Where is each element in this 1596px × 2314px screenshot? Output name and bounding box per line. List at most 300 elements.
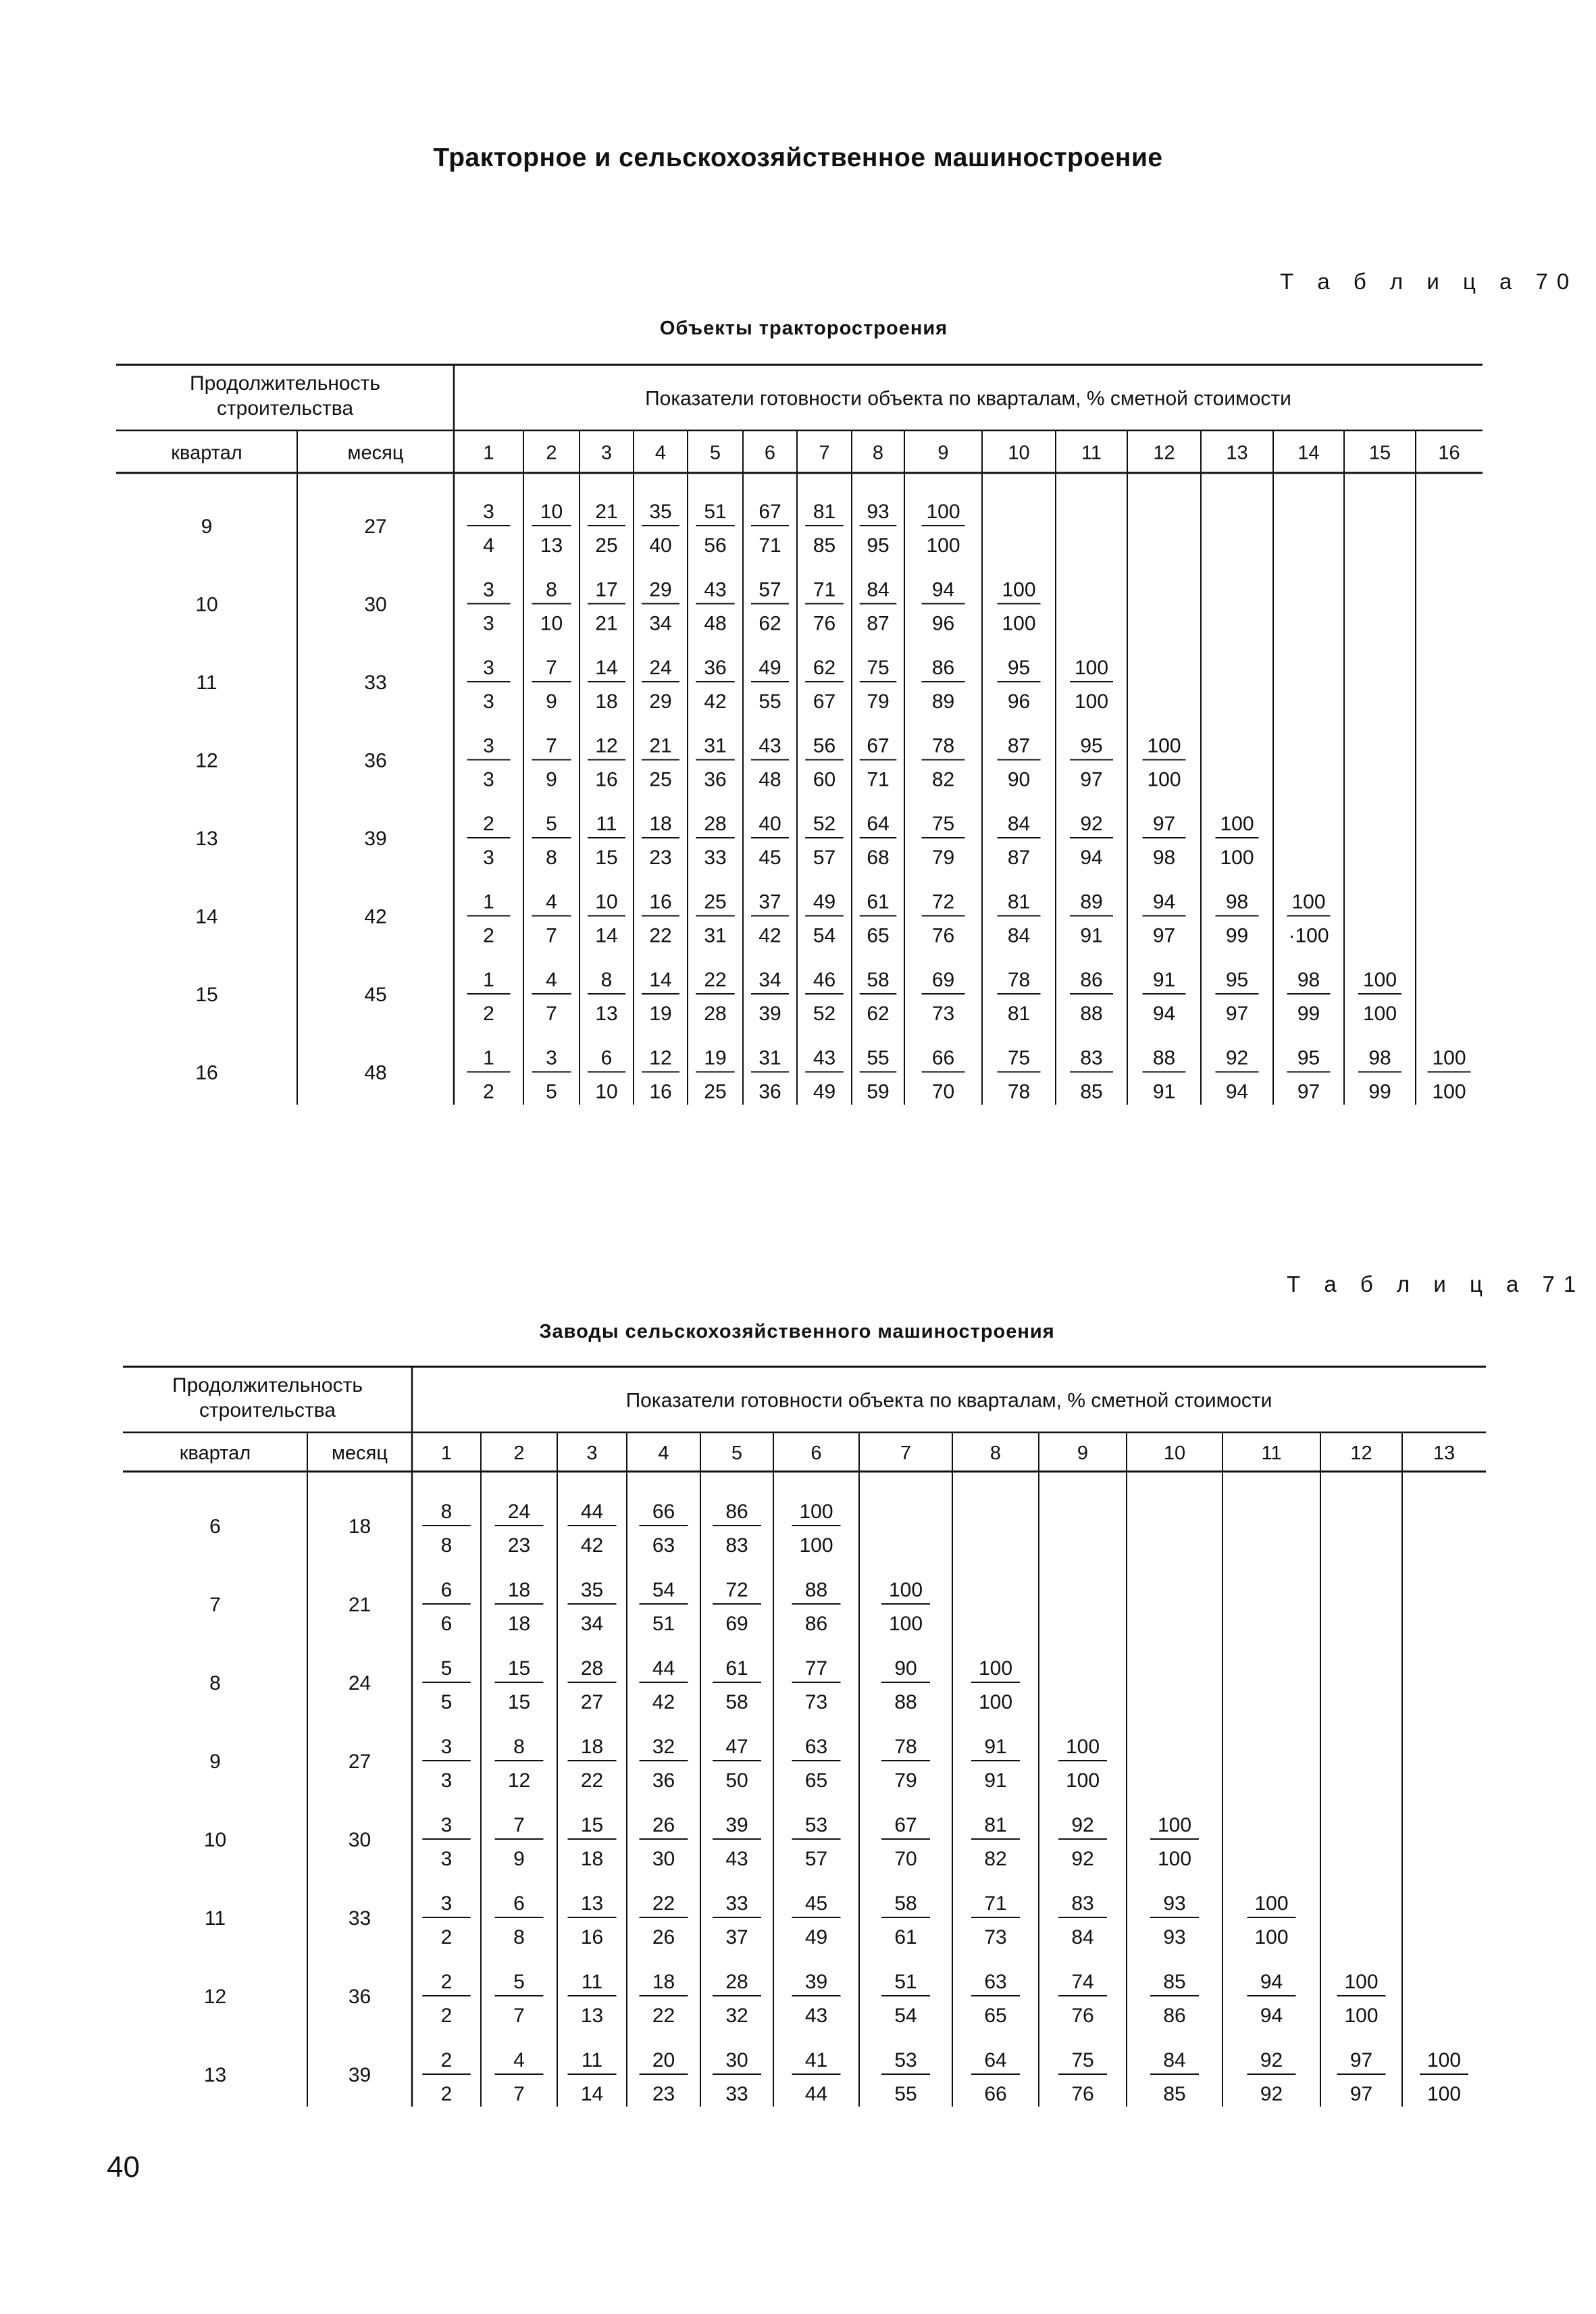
row-q11-col10-denominator: 96 [1007,690,1031,713]
row-q15-col10-denominator: 81 [1007,1003,1031,1025]
row-q16-col13-numerator: 92 [1225,1047,1249,1070]
row-q13-col10-numerator: 84 [1163,2049,1186,2071]
row-q10-col3-denominator: 18 [580,1848,604,1870]
row-q16-col7-denominator: 49 [813,1080,836,1103]
quarter-header: квартал [171,442,242,464]
row-q8-col1-denominator: 5 [440,1691,453,1713]
row-q14-col12-numerator: 94 [1152,890,1176,913]
row-q13-col9-denominator: 79 [931,847,955,869]
row-q15-col3-numerator: 8 [600,969,613,991]
month-header: месяц [332,1442,388,1464]
row-q13-col8-numerator: 64 [867,813,890,835]
row-q9-col2-denominator: 13 [540,534,563,557]
row-q15-col14-numerator: 98 [1297,969,1320,991]
row-q11-col5-denominator: 42 [704,690,727,713]
row-q14-col10-numerator: 81 [1007,890,1031,913]
row-q13-col12-denominator: 98 [1152,847,1176,869]
row-q13-col6-denominator: 44 [804,2083,828,2105]
row-q12-col12-numerator: 100 [1344,1971,1379,1993]
row-q15-col15-denominator: 100 [1362,1003,1397,1025]
column-header-7: 7 [900,1442,912,1464]
row-q13-col4-denominator: 23 [652,2083,675,2105]
row-q6-col3-numerator: 44 [580,1501,604,1523]
row-q14-col11-numerator: 89 [1080,890,1103,913]
row-q15-col13-numerator: 95 [1225,969,1249,991]
row-q12-col5-numerator: 31 [704,734,727,757]
row-q9-col4-denominator: 40 [649,534,672,557]
row-q12-col8-denominator: 65 [984,2005,1007,2027]
column-header-1: 1 [483,442,494,464]
duration-header-line1: Продолжительность [172,1374,363,1397]
row-q8-col3-numerator: 28 [580,1657,604,1680]
row-q10-col4-numerator: 29 [649,578,672,601]
row-q12-col12-denominator: 100 [1344,2005,1379,2027]
row-q13-col6-denominator: 45 [758,847,781,869]
row-q11-month: 33 [348,1907,371,1930]
row-q12-col2-denominator: 7 [513,2005,525,2027]
row-q13-col12-numerator: 97 [1349,2049,1373,2071]
row-q12-col7-denominator: 54 [894,2005,917,2027]
row-q11-col7-denominator: 61 [894,1926,917,1948]
row-q12-col12-denominator: 100 [1147,768,1181,791]
row-q13-col8-numerator: 64 [984,2049,1007,2071]
row-q11-col9-numerator: 83 [1071,1892,1094,1915]
row-q15-quarter: 15 [195,984,218,1006]
row-q13-col2-numerator: 5 [546,813,557,835]
row-q9-col8-denominator: 95 [867,534,890,557]
row-q12-col3-numerator: 11 [581,1971,603,1993]
row-q12-col10-denominator: 86 [1163,2005,1186,2027]
row-q9-col7-denominator: 79 [894,1769,917,1792]
row-q6-col2-denominator: 23 [507,1534,531,1557]
row-q15-col11-denominator: 88 [1080,1003,1103,1025]
row-q15-col11-numerator: 86 [1080,969,1103,991]
row-q13-col13-numerator: 100 [1220,813,1254,835]
column-header-9: 9 [937,442,949,464]
row-q12-col9-numerator: 74 [1071,1971,1094,1993]
row-q15-col4-denominator: 19 [649,1003,672,1025]
row-q8-col5-denominator: 58 [725,1691,748,1713]
row-q9-col8-denominator: 91 [984,1769,1007,1792]
row-q16-col9-denominator: 70 [931,1080,955,1103]
row-q16-col7-numerator: 43 [813,1047,836,1070]
row-q8-quarter: 8 [209,1672,221,1694]
row-q13-col1-denominator: 2 [440,2083,453,2105]
row-q16-col16-numerator: 100 [1432,1047,1466,1070]
column-header-11: 11 [1081,442,1102,464]
row-q8-col2-numerator: 15 [507,1657,531,1680]
row-q14-col1-denominator: 2 [483,924,494,947]
row-q13-col4-numerator: 18 [649,813,672,835]
row-q15-col7-denominator: 52 [813,1003,836,1025]
row-q14-col8-numerator: 61 [867,890,890,913]
row-q14-col6-denominator: 42 [758,924,781,947]
row-q11-col4-numerator: 22 [652,1892,675,1915]
row-q10-col8-numerator: 84 [867,578,890,601]
row-q13-quarter: 13 [195,828,218,850]
row-q10-col8-denominator: 87 [867,612,890,635]
row-q9-col2-denominator: 12 [507,1769,531,1792]
column-header-10: 10 [1008,442,1030,464]
row-q10-col5-numerator: 39 [725,1814,748,1836]
row-q7-month: 21 [348,1594,371,1616]
column-header-4: 4 [658,1442,669,1464]
row-q13-col4-numerator: 20 [652,2049,675,2071]
row-q10-col2-numerator: 8 [546,578,557,601]
row-q13-col6-numerator: 41 [804,2049,828,2071]
row-q11-col4-denominator: 26 [652,1926,675,1948]
row-q9-col5-denominator: 50 [725,1769,748,1792]
row-q11-col3-denominator: 16 [580,1926,604,1948]
row-q16-col5-denominator: 25 [704,1080,727,1103]
column-header-15: 15 [1368,442,1391,464]
row-q11-quarter: 11 [196,672,217,694]
row-q10-col1-numerator: 3 [483,578,494,601]
row-q10-col6-numerator: 53 [804,1814,828,1836]
row-q10-col8-numerator: 81 [984,1814,1007,1836]
row-q16-col15-denominator: 99 [1368,1080,1391,1103]
column-header-2: 2 [546,442,557,464]
row-q15-col12-denominator: 94 [1152,1003,1176,1025]
row-q13-col6-numerator: 40 [758,813,781,835]
row-q10-col2-denominator: 9 [513,1848,525,1870]
row-q13-col4-denominator: 23 [649,847,672,869]
row-q8-col7-denominator: 88 [894,1691,917,1713]
row-q7-quarter: 7 [209,1594,221,1616]
row-q16-col12-denominator: 91 [1152,1080,1176,1103]
row-q12-col8-numerator: 63 [984,1971,1007,1993]
column-header-8: 8 [872,442,884,464]
row-q16-col2-denominator: 5 [546,1080,557,1103]
row-q9-col3-numerator: 18 [580,1736,604,1758]
row-q13-col5-denominator: 33 [704,847,727,869]
row-q7-col4-numerator: 54 [652,1579,675,1601]
row-q9-col8-numerator: 91 [984,1736,1007,1758]
row-q10-col7-denominator: 70 [894,1848,917,1870]
row-q13-month: 39 [364,828,387,850]
row-q13-col11-denominator: 92 [1260,2083,1283,2105]
column-header-6: 6 [764,442,776,464]
row-q11-col11-numerator: 100 [1074,657,1109,679]
row-q8-month: 24 [348,1672,371,1694]
row-q7-col3-numerator: 35 [580,1579,604,1601]
row-q12-col1-denominator: 3 [483,768,494,791]
row-q9-month: 27 [364,515,387,538]
row-q7-col6-denominator: 86 [804,1613,828,1635]
row-q11-col7-numerator: 58 [894,1892,917,1915]
row-q10-col2-denominator: 10 [540,612,563,635]
row-q12-col9-numerator: 78 [931,734,955,757]
row-q11-col2-denominator: 8 [513,1926,525,1948]
row-q9-col7-numerator: 78 [894,1736,917,1758]
row-q11-col7-denominator: 67 [813,690,836,713]
row-q6-col4-denominator: 63 [652,1534,675,1557]
row-q8-col6-numerator: 77 [804,1657,828,1680]
row-q10-col6-denominator: 57 [804,1848,828,1870]
row-q7-col3-denominator: 34 [580,1613,604,1635]
table-70-caption: Объекты тракторостроения [659,318,948,339]
row-q12-col3-numerator: 12 [595,734,618,757]
row-q16-col3-numerator: 6 [600,1047,613,1070]
row-q16-col4-numerator: 12 [649,1047,672,1070]
row-q9-col9-denominator: 100 [926,534,960,557]
row-q8-col2-denominator: 15 [507,1691,531,1713]
row-q11-col10-numerator: 95 [1007,657,1031,679]
row-q11-col8-denominator: 79 [867,690,890,713]
row-q12-col1-numerator: 2 [440,1971,453,1993]
row-q12-col6-denominator: 48 [758,768,781,791]
row-q9-col1-denominator: 4 [483,534,494,557]
row-q7-col2-numerator: 18 [507,1579,531,1601]
row-q10-quarter: 10 [203,1829,227,1851]
row-q13-col1-numerator: 2 [483,813,494,835]
row-q10-col6-denominator: 62 [758,612,781,635]
row-q11-col6-denominator: 55 [758,690,781,713]
row-q9-col7-denominator: 85 [813,534,836,557]
column-header-12: 12 [1350,1442,1372,1464]
page-title: Тракторное и сельскохозяйственное машиностроение [433,143,1163,172]
row-q13-col1-numerator: 2 [440,2049,453,2071]
row-q6-col4-numerator: 66 [652,1501,675,1523]
table-70-number: Т а б л и ц а 70 [1280,269,1578,294]
row-q10-col10-denominator: 100 [1002,612,1036,635]
row-q13-col12-numerator: 97 [1152,813,1176,835]
row-q14-col13-numerator: 98 [1225,890,1249,913]
row-q13-col10-numerator: 84 [1007,813,1031,835]
column-header-7: 7 [819,442,830,464]
row-q11-col5-denominator: 37 [725,1926,748,1948]
column-header-14: 14 [1297,442,1320,464]
row-q13-quarter: 13 [203,2064,227,2086]
row-q12-col12-numerator: 100 [1147,734,1181,757]
row-q14-col3-numerator: 10 [595,890,618,913]
row-q12-col7-numerator: 51 [894,1971,917,1993]
row-q11-col5-numerator: 36 [704,657,727,679]
column-header-8: 8 [989,1442,1002,1464]
row-q12-col11-denominator: 97 [1080,768,1103,791]
row-q11-col8-denominator: 73 [984,1926,1007,1948]
row-q11-col11-numerator: 100 [1254,1892,1289,1915]
page-number: 40 [107,2150,140,2184]
row-q12-col5-denominator: 32 [725,2005,748,2027]
column-header-2: 2 [513,1442,525,1464]
row-q10-col1-denominator: 3 [440,1848,453,1870]
row-q7-col1-numerator: 6 [440,1579,453,1601]
row-q15-col2-denominator: 7 [546,1003,557,1025]
row-q10-col9-numerator: 94 [931,578,955,601]
row-q9-col4-numerator: 35 [649,501,672,523]
row-q16-col10-denominator: 78 [1007,1080,1031,1103]
row-q15-col1-numerator: 1 [483,969,494,991]
row-q11-col2-denominator: 9 [546,690,557,713]
row-q16-col6-denominator: 36 [758,1080,781,1103]
row-q9-col4-numerator: 32 [652,1736,675,1758]
row-q12-col2-numerator: 7 [546,734,557,757]
row-q12-col11-denominator: 94 [1260,2005,1283,2027]
row-q16-quarter: 16 [195,1061,218,1084]
row-q16-col13-denominator: 94 [1225,1080,1249,1103]
row-q13-col9-numerator: 75 [931,813,955,835]
duration-header-line1: Продолжительность [190,372,380,395]
row-q13-col2-denominator: 7 [513,2083,525,2105]
row-q14-col8-denominator: 65 [867,924,890,947]
row-q15-col9-denominator: 73 [931,1003,955,1025]
row-q11-col1-numerator: 3 [483,657,494,679]
row-q14-col14-numerator: 100 [1291,890,1326,913]
row-q16-month: 48 [364,1061,387,1084]
row-q9-quarter: 9 [209,1751,221,1773]
row-q8-col6-denominator: 73 [804,1691,828,1713]
row-q10-month: 30 [364,593,387,616]
row-q11-col2-numerator: 6 [513,1892,525,1915]
row-q9-col5-numerator: 51 [704,501,727,523]
row-q13-col5-denominator: 33 [725,2083,748,2105]
row-q11-col7-numerator: 62 [813,657,836,679]
row-q11-quarter: 11 [204,1907,226,1930]
duration-header-line2: строительства [199,1399,336,1422]
row-q15-month: 45 [364,984,387,1006]
row-q7-col6-numerator: 88 [804,1579,828,1601]
row-q16-col9-numerator: 66 [931,1047,955,1070]
row-q11-col11-denominator: 100 [1074,690,1109,713]
row-q6-col1-denominator: 8 [440,1534,453,1557]
row-q14-quarter: 14 [195,905,218,928]
row-q13-col7-numerator: 53 [894,2049,917,2071]
row-q10-col4-numerator: 26 [652,1814,675,1836]
row-q12-col4-denominator: 22 [652,2005,675,2027]
row-q6-col5-numerator: 86 [725,1501,748,1523]
row-q8-col7-numerator: 90 [894,1657,917,1680]
row-q14-col10-denominator: 84 [1007,924,1031,947]
row-q16-col1-denominator: 2 [483,1080,494,1103]
row-q13-col7-numerator: 52 [813,813,836,835]
row-q9-col2-numerator: 8 [513,1736,525,1758]
row-q13-col12-denominator: 97 [1349,2083,1373,2105]
column-header-5: 5 [709,442,721,464]
row-q9-col3-numerator: 21 [595,501,618,523]
row-q13-col7-denominator: 55 [894,2083,917,2105]
row-q10-col4-denominator: 34 [649,612,672,635]
row-q15-col2-numerator: 4 [546,969,557,991]
row-q14-col11-denominator: 91 [1080,924,1103,947]
row-q9-col5-denominator: 56 [704,534,727,557]
row-q7-col2-denominator: 18 [507,1613,531,1635]
row-q6-col5-denominator: 83 [725,1534,748,1557]
row-q10-col10-numerator: 100 [1157,1814,1192,1836]
row-q11-col4-numerator: 24 [649,657,672,679]
duration-header-line2: строительства [216,397,354,420]
row-q14-month: 42 [364,905,387,928]
row-q10-col2-numerator: 7 [513,1814,525,1836]
row-q15-col13-denominator: 97 [1225,1003,1249,1025]
row-q12-col3-denominator: 16 [595,768,618,791]
row-q13-col3-denominator: 14 [580,2083,604,2105]
row-q15-col12-numerator: 91 [1152,969,1176,991]
row-q10-col3-denominator: 21 [595,612,618,635]
row-q12-col4-denominator: 25 [649,768,672,791]
row-q10-quarter: 10 [195,593,218,616]
row-q9-col1-numerator: 3 [440,1736,453,1758]
row-q12-col10-numerator: 87 [1007,734,1031,757]
row-q12-col6-numerator: 39 [804,1971,828,1993]
row-q14-col4-numerator: 16 [649,890,672,913]
column-header-3: 3 [586,1442,598,1464]
row-q13-col10-denominator: 85 [1163,2083,1186,2105]
row-q13-col11-numerator: 92 [1080,813,1103,835]
row-q8-col4-numerator: 44 [652,1657,675,1680]
row-q10-col3-numerator: 15 [580,1814,604,1836]
row-q12-col1-denominator: 2 [440,2005,453,2027]
row-q16-col4-denominator: 16 [649,1080,672,1103]
row-q10-col3-numerator: 17 [595,578,618,601]
row-q14-col14-denominator: ·100 [1288,924,1329,947]
row-q11-col1-numerator: 3 [440,1892,453,1915]
row-q16-col10-numerator: 75 [1007,1047,1031,1070]
row-q7-col5-numerator: 72 [725,1579,748,1601]
row-q12-col6-denominator: 43 [804,2005,828,2027]
column-header-6: 6 [810,1442,822,1464]
row-q10-col4-denominator: 30 [652,1848,675,1870]
row-q7-col7-denominator: 100 [888,1613,923,1635]
row-q9-col9-numerator: 100 [1065,1736,1100,1758]
row-q10-col5-denominator: 43 [725,1848,748,1870]
row-q12-col4-numerator: 21 [649,734,672,757]
row-q9-col6-denominator: 65 [804,1769,828,1792]
row-q9-col3-denominator: 22 [580,1769,604,1792]
indicators-header: Показатели готовности объекта по кварталам, % сметной стоимости [645,387,1291,410]
row-q11-col1-denominator: 2 [440,1926,453,1948]
row-q14-col13-denominator: 99 [1225,924,1249,947]
row-q8-col8-numerator: 100 [978,1657,1013,1680]
row-q11-col2-numerator: 7 [546,657,557,679]
row-q15-col4-numerator: 14 [649,969,672,991]
row-q10-col9-denominator: 92 [1071,1848,1094,1870]
row-q16-col11-numerator: 83 [1080,1047,1103,1070]
row-q7-col4-denominator: 51 [652,1613,675,1635]
row-q13-col3-numerator: 11 [581,2049,603,2071]
row-q15-col8-numerator: 58 [867,969,890,991]
row-q16-col5-numerator: 19 [704,1047,727,1070]
row-q14-col2-numerator: 4 [546,890,557,913]
row-q16-col3-denominator: 10 [595,1080,618,1103]
row-q8-col4-denominator: 42 [652,1691,675,1713]
row-q10-col5-denominator: 48 [704,612,727,635]
row-q8-col8-denominator: 100 [978,1691,1013,1713]
indicators-header: Показатели готовности объекта по кварталам, % сметной стоимости [625,1389,1272,1412]
row-q10-col7-numerator: 67 [894,1814,917,1836]
column-header-1: 1 [440,1442,453,1464]
row-q7-col1-denominator: 6 [440,1613,453,1635]
row-q16-col1-numerator: 1 [483,1047,494,1070]
row-q12-col4-numerator: 18 [652,1971,675,1993]
row-q16-col8-numerator: 55 [867,1047,890,1070]
column-header-12: 12 [1153,442,1175,464]
row-q16-col2-numerator: 3 [546,1047,557,1070]
row-q11-col6-denominator: 49 [804,1926,828,1948]
row-q13-col3-denominator: 15 [595,847,618,869]
row-q9-col8-numerator: 93 [867,501,890,523]
row-q12-col11-numerator: 95 [1080,734,1103,757]
row-q9-col4-denominator: 36 [652,1769,675,1792]
row-q16-col14-numerator: 95 [1297,1047,1320,1070]
row-q15-col5-numerator: 22 [704,969,727,991]
row-q14-col9-denominator: 76 [931,924,955,947]
row-q13-col8-denominator: 66 [984,2083,1007,2105]
row-q11-col3-denominator: 18 [595,690,618,713]
row-q6-col3-denominator: 42 [580,1534,604,1557]
column-header-9: 9 [1077,1442,1089,1464]
row-q16-col14-denominator: 97 [1297,1080,1320,1103]
